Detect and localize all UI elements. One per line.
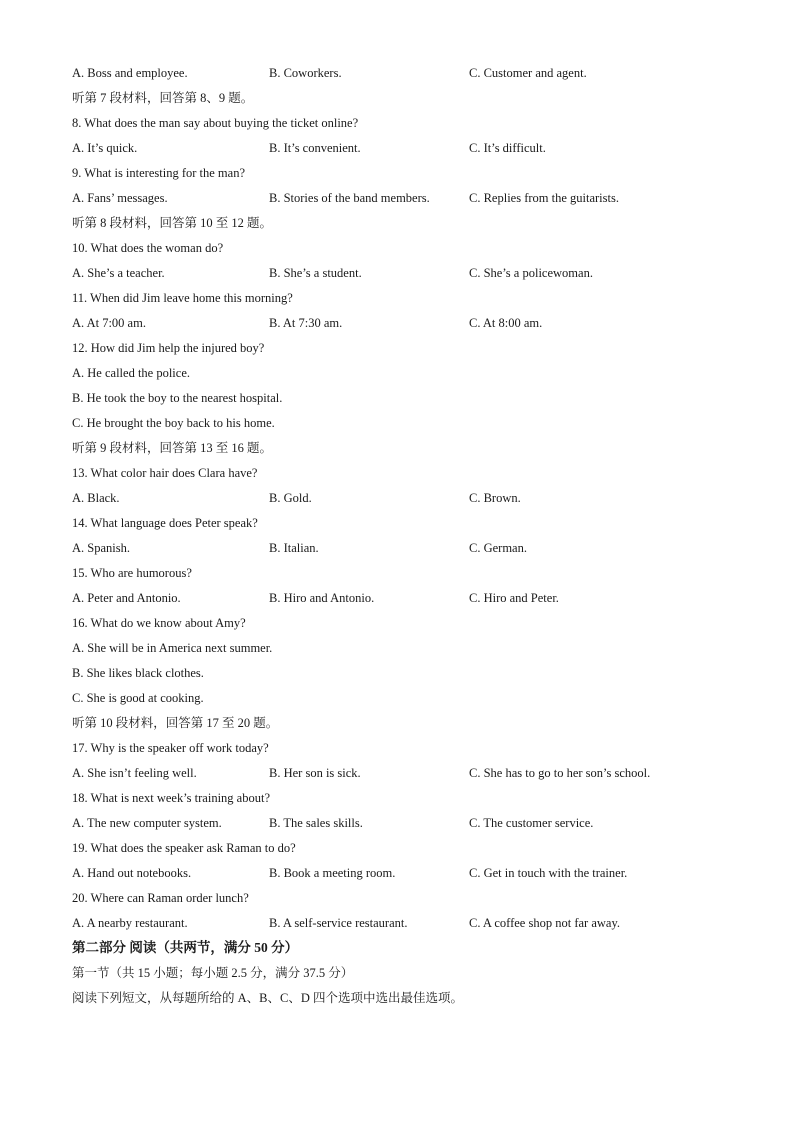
answer-option: C. It’s difficult.: [469, 141, 546, 155]
answer-option: A. Black.: [72, 491, 120, 505]
text-line: 13. What color hair does Clara have?: [72, 466, 258, 480]
text-line: 听第 9 段材料，回答第 13 至 16 题。: [72, 441, 273, 455]
text-line: 9. What is interesting for the man?: [72, 166, 245, 180]
text-line: 17. Why is the speaker off work today?: [72, 741, 269, 755]
answer-option: A. Spanish.: [72, 541, 130, 555]
answer-option: A. Peter and Antonio.: [72, 591, 181, 605]
answer-option: B. Her son is sick.: [269, 766, 361, 780]
answer-option: A. At 7:00 am.: [72, 316, 146, 330]
answer-option: A. The new computer system.: [72, 816, 222, 830]
answer-option: A. Boss and employee.: [72, 66, 188, 80]
answer-option: B. Coworkers.: [269, 66, 342, 80]
text-line: 听第 7 段材料，回答第 8、9 题。: [72, 91, 254, 105]
answer-option: B. It’s convenient.: [269, 141, 361, 155]
text-line: C. He brought the boy back to his home.: [72, 416, 275, 430]
text-line: B. He took the boy to the nearest hospital.: [72, 391, 283, 405]
answer-option: C. At 8:00 am.: [469, 316, 543, 330]
section-heading: 第二部分 阅读（共两节，满分 50 分）: [72, 940, 299, 955]
text-line: 20. Where can Raman order lunch?: [72, 891, 249, 905]
text-line: 听第 10 段材料，回答第 17 至 20 题。: [72, 716, 279, 730]
answer-option: C. The customer service.: [469, 816, 594, 830]
text-line: 18. What is next week’s training about?: [72, 791, 270, 805]
text-line: 10. What does the woman do?: [72, 241, 224, 255]
answer-option: B. She’s a student.: [269, 266, 362, 280]
answer-option: A. Fans’ messages.: [72, 191, 168, 205]
answer-option: C. Hiro and Peter.: [469, 591, 559, 605]
answer-option: B. At 7:30 am.: [269, 316, 343, 330]
answer-option: B. A self-service restaurant.: [269, 916, 408, 930]
text-line: 16. What do we know about Amy?: [72, 616, 246, 630]
answer-option: C. Replies from the guitarists.: [469, 191, 619, 205]
answer-option: B. The sales skills.: [269, 816, 363, 830]
text-line: C. She is good at cooking.: [72, 691, 204, 705]
answer-option: B. Hiro and Antonio.: [269, 591, 375, 605]
answer-option: A. She’s a teacher.: [72, 266, 165, 280]
text-line: 8. What does the man say about buying the ticket online?: [72, 116, 359, 130]
text-line: 19. What does the speaker ask Raman to do?: [72, 841, 296, 855]
answer-option: A. She isn’t feeling well.: [72, 766, 197, 780]
text-line: A. She will be in America next summer.: [72, 641, 273, 655]
answer-option: B. Stories of the band members.: [269, 191, 430, 205]
text-line: A. He called the police.: [72, 366, 191, 380]
answer-option: C. She has to go to her son’s school.: [469, 766, 651, 780]
answer-option: A. Hand out notebooks.: [72, 866, 192, 880]
answer-option: A. A nearby restaurant.: [72, 916, 188, 930]
answer-option: C. German.: [469, 541, 527, 555]
answer-option: C. Brown.: [469, 491, 521, 505]
answer-option: C. She’s a policewoman.: [469, 266, 593, 280]
text-line: 阅读下列短文，从每题所给的 A、B、C、D 四个选项中选出最佳选项。: [72, 991, 463, 1005]
answer-option: C. Get in touch with the trainer.: [469, 866, 628, 880]
answer-option: A. It’s quick.: [72, 141, 138, 155]
text-line: B. She likes black clothes.: [72, 666, 204, 680]
text-line: 第一节（共 15 小题；每小题 2.5 分，满分 37.5 分）: [72, 966, 354, 980]
answer-option: B. Italian.: [269, 541, 319, 555]
text-line: 14. What language does Peter speak?: [72, 516, 258, 530]
answer-option: C. Customer and agent.: [469, 66, 587, 80]
text-line: 听第 8 段材料，回答第 10 至 12 题。: [72, 216, 273, 230]
text-line: 12. How did Jim help the injured boy?: [72, 341, 265, 355]
text-line: 11. When did Jim leave home this morning?: [72, 291, 293, 305]
text-line: 15. Who are humorous?: [72, 566, 192, 580]
answer-option: B. Book a meeting room.: [269, 866, 396, 880]
answer-option: B. Gold.: [269, 491, 312, 505]
answer-option: C. A coffee shop not far away.: [469, 916, 621, 930]
